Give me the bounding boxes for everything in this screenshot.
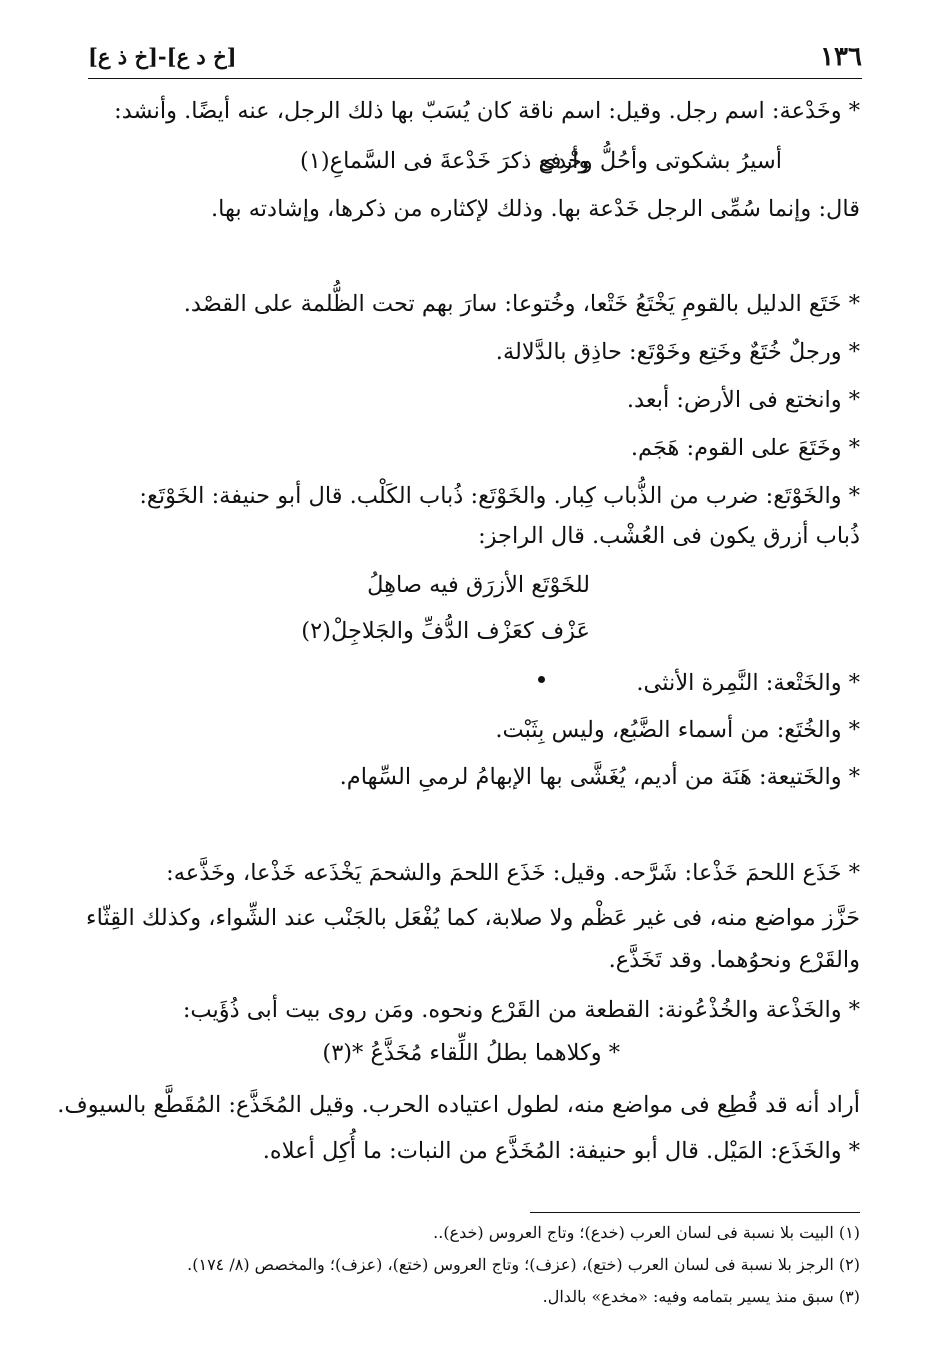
text-line: * وخَتَعَ على القوم: هَجَم. xyxy=(630,435,860,461)
poem-hemistich-1: أسيرُ بشكوتى وأحُلُّ وحْدى xyxy=(538,148,782,174)
text-line: ذُباب أزرق يكون فى العُشْب. قال الراجز: xyxy=(478,523,860,549)
text-line: * خَذَع اللحمَ خَذْعا: شَرَّحه. وقيل: خَذَع اللحمَ والشحمَ يَخْذَعه خَذْعا، وخَذَّعه: xyxy=(166,860,860,886)
text-line: والقَرْع ونحوُهما. وقد تَخَذَّع. xyxy=(608,947,860,973)
text-line: أراد أنه قد قُطِع فى مواضع منه، لطول اعتياده الحرب. وقيل المُخَذَّع: المُقَطَّع بالسيوف. xyxy=(57,1092,860,1118)
text-line: * والخَتيعة: هَنَة من أديم، يُغَشَّى بها الإبهامُ لرمىِ السِّهام. xyxy=(339,764,860,790)
section-heading xyxy=(0,242,940,272)
page-number: ١٣٦ xyxy=(820,42,862,72)
ink-dot xyxy=(538,676,545,683)
section-heading xyxy=(0,812,940,842)
text-line: * والخَذَع: المَيْل. قال أبو حنيفة: المُخَذَّع من النبات: ما أُكِل أعلاه. xyxy=(262,1138,860,1164)
text-line: قال: وإنما سُمِّى الرجل خَدْعة بها. وذلك لإكثاره من ذكرها، وإشادته بها. xyxy=(210,196,860,222)
text-line: * والخَوْتَع: ضرب من الذُّباب كِبار. والخَوْتَع: ذُباب الكَلْب. قال أبو حنيفة: الخَوْتَع: xyxy=(139,483,860,509)
text-line: * والخَذْعة والخُذْعُونة: القطعة من القَرْع ونحوه. ومَن روى بيت أبى ذُؤَيب: xyxy=(182,997,860,1023)
text-line: * والخَتْعة: النَّمِرة الأنثى. xyxy=(636,670,860,696)
footnote: (٣) سبق منذ يسير بتمامه وفيه: «مخدع» بالدال. xyxy=(542,1287,860,1306)
running-head: [خ د ع]-[خ ذ ع] xyxy=(88,44,237,69)
text-line: * وانختع فى الأرض: أبعد. xyxy=(626,387,860,413)
poem-hemistich-2: وأرفع ذكرَ خَدْعةَ فى السَّماعِ(١) xyxy=(300,148,590,174)
page-header xyxy=(88,38,862,79)
footnote: (٢) الرجز بلا نسبة فى لسان العرب (ختع)، (عزف)؛ وتاج العروس (ختع)، (عزف)؛ والمخصص (٨/ ١٧٤). xyxy=(187,1255,860,1274)
rajaz-line: عَزْف كعَزْف الدُّفِّ والجَلاجِلْ(٢) xyxy=(301,618,590,644)
text-line: حَزَّز مواضع منه، فى غير عَظْم ولا صلابة، كما يُفْعَل بالجَنْب عند الشِّواء، وكذلك القِثّاء xyxy=(86,905,860,931)
text-line: * وخَدْعة: اسم رجل. وقيل: اسم ناقة كان يُسَبّ بها ذلك الرجل، عنه أيضًا. وأنشد: xyxy=(114,98,860,124)
rajaz-line: للخَوْتَع الأزرَق فيه صاهِلُ xyxy=(367,572,590,598)
footnote-divider xyxy=(530,1212,860,1213)
text-line: * خَتَع الدليل بالقومِ يَخْتَعُ خَتْعا، وخُتوعا: سارَ بهم تحت الظُّلمة على القصْد. xyxy=(183,291,860,317)
text-line: * والخُتَع: من أسماء الضَّبُع، وليس بِثَبْت. xyxy=(495,717,860,743)
text-line: * ورجلٌ خُتَعٌ وخَتِع وخَوْتَع: حاذِق بالدَّلالة. xyxy=(495,339,860,365)
quoted-verse: * وكلاهما بطلُ اللِّقاء مُخَذَّعُ *(٣) xyxy=(322,1040,620,1066)
footnote: (١) البيت بلا نسبة فى لسان العرب (خدع)؛ وتاج العروس (خدع).. xyxy=(433,1223,860,1242)
